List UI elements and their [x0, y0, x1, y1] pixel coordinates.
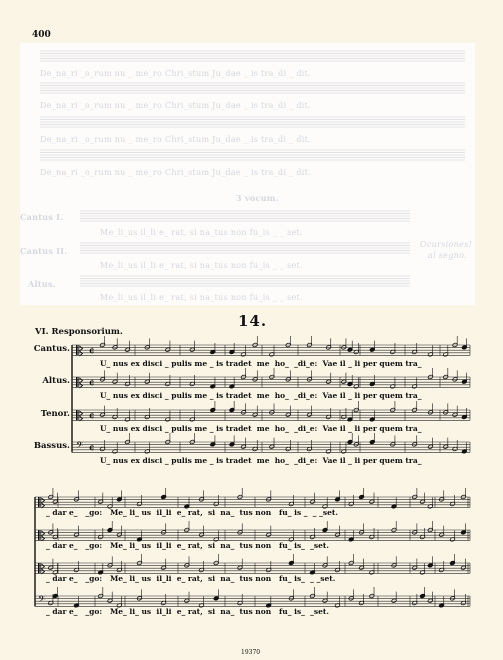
page-number: 400 [32, 30, 51, 40]
lyrics-s1-bassus: U_ nus ex disci _ pulis me _ is tradet me ho_ _di_e: Vae il _ li per quem tra_ [100, 456, 422, 465]
voice-label-altus: Altus. [42, 376, 70, 386]
faded-lyrics-3: De_na_ri _o_rum nu _ me_ro Chri_stum Ju_dae _ is tra_di _ dit. [40, 135, 311, 144]
faded-voice-1: Cantus I. [20, 212, 64, 222]
staff-s2-v2 [35, 521, 470, 542]
staff-s2-v1 [35, 488, 470, 509]
lyrics-s2-cantus: _ dar e_ _go: Me_ li_ us il_li e_ rat, si na_ tus non fu_ is _ _ _set. [46, 508, 338, 517]
lyrics-s2-tenor: _ dar e_ _go: Me_ li_ us il_li e_ rat, si na_ tus non fu_ is_ _ _set. [46, 574, 336, 583]
catalog-number: 19370 [241, 649, 261, 656]
staff-s1-v1 [72, 336, 470, 357]
faded-annotation-2: al segno. [428, 251, 467, 260]
lyrics-s1-tenor: U_ nus ex disci _ pulis me _ is tradet me ho_ _di_e: Vae il _ li per quem tra_ [100, 424, 422, 433]
svg-text:𝄢: 𝄢 [38, 594, 46, 607]
piece-heading: VI. Responsorium. [35, 327, 123, 337]
staff-s2-v3 [35, 554, 470, 575]
lyrics-s1-cantus: U_ nus ex disci _ pulis me _ is tradet me ho_ _di_e: Vae il _ li per quem tra_ [100, 359, 422, 368]
voice-label-cantus: Cantus. [33, 344, 70, 354]
svg-text:¢: ¢ [89, 442, 95, 452]
lyrics-s1-altus: U_ nus ex disci _ pulis me _ is tradet me ho_ _di_e: Vae il _ li per quem tra_ [100, 391, 422, 400]
faded-lyrics-2: De_na_ri _o_rum nu _ me_ro Chri_stum Ju_dae _ is tra_di _ dit. [40, 101, 311, 110]
lyrics-s2-bassus: _ dar e_ _go: Me_ li_ us il_li e_ rat, si na_ tus non fu_ is_ _set. [46, 607, 329, 616]
staff-s1-v2 [72, 368, 470, 389]
faded-lyrics-4: De_na_ri _o_rum nu _ me_ro Chri_stum Ju_dae _ is tra_di _ dit. [40, 168, 311, 177]
staff-s1-v3 [72, 401, 470, 422]
voice-label-tenor: Tenor. [40, 409, 70, 419]
lyrics-s2-altus: _ dar e_ _go: Me_ li_ us il_li e_ rat, si na_ tus non fu_ is_ _set. [46, 541, 329, 550]
faded-annotation-1: Ocursiones! [420, 240, 473, 249]
voice-label-bassus: Bassus. [33, 441, 70, 451]
faded-voice-3: Altus. [28, 279, 56, 289]
svg-text:𝄢: 𝄢 [76, 440, 84, 453]
faded-lyrics-5: Me_li_us il_li e_ rat, si na_tus non fu_is _ _ set. [100, 228, 303, 237]
faded-lyrics-1: De_na_ri _o_rum nu _ me_ro Chri_stum Ju_dae _ is tra_di _ dit. [40, 69, 311, 78]
faded-heading: 3 vocum. [236, 193, 279, 203]
staff-s1-v4 [72, 433, 470, 454]
svg-text:¢: ¢ [89, 410, 95, 420]
piece-number: 14. [238, 312, 268, 330]
faded-lyrics-7: Me_li_us il_li e_ rat, si na_tus non fu_is _ _ set. [100, 293, 303, 302]
svg-text:¢: ¢ [89, 345, 95, 355]
faded-voice-2: Cantus II. [20, 246, 68, 256]
faded-lyrics-6: Me_li_us il_li e_ rat, si na_tus non fu_is _ _ set. [100, 261, 303, 270]
staff-s2-v4 [35, 587, 470, 608]
svg-text:¢: ¢ [89, 377, 95, 387]
